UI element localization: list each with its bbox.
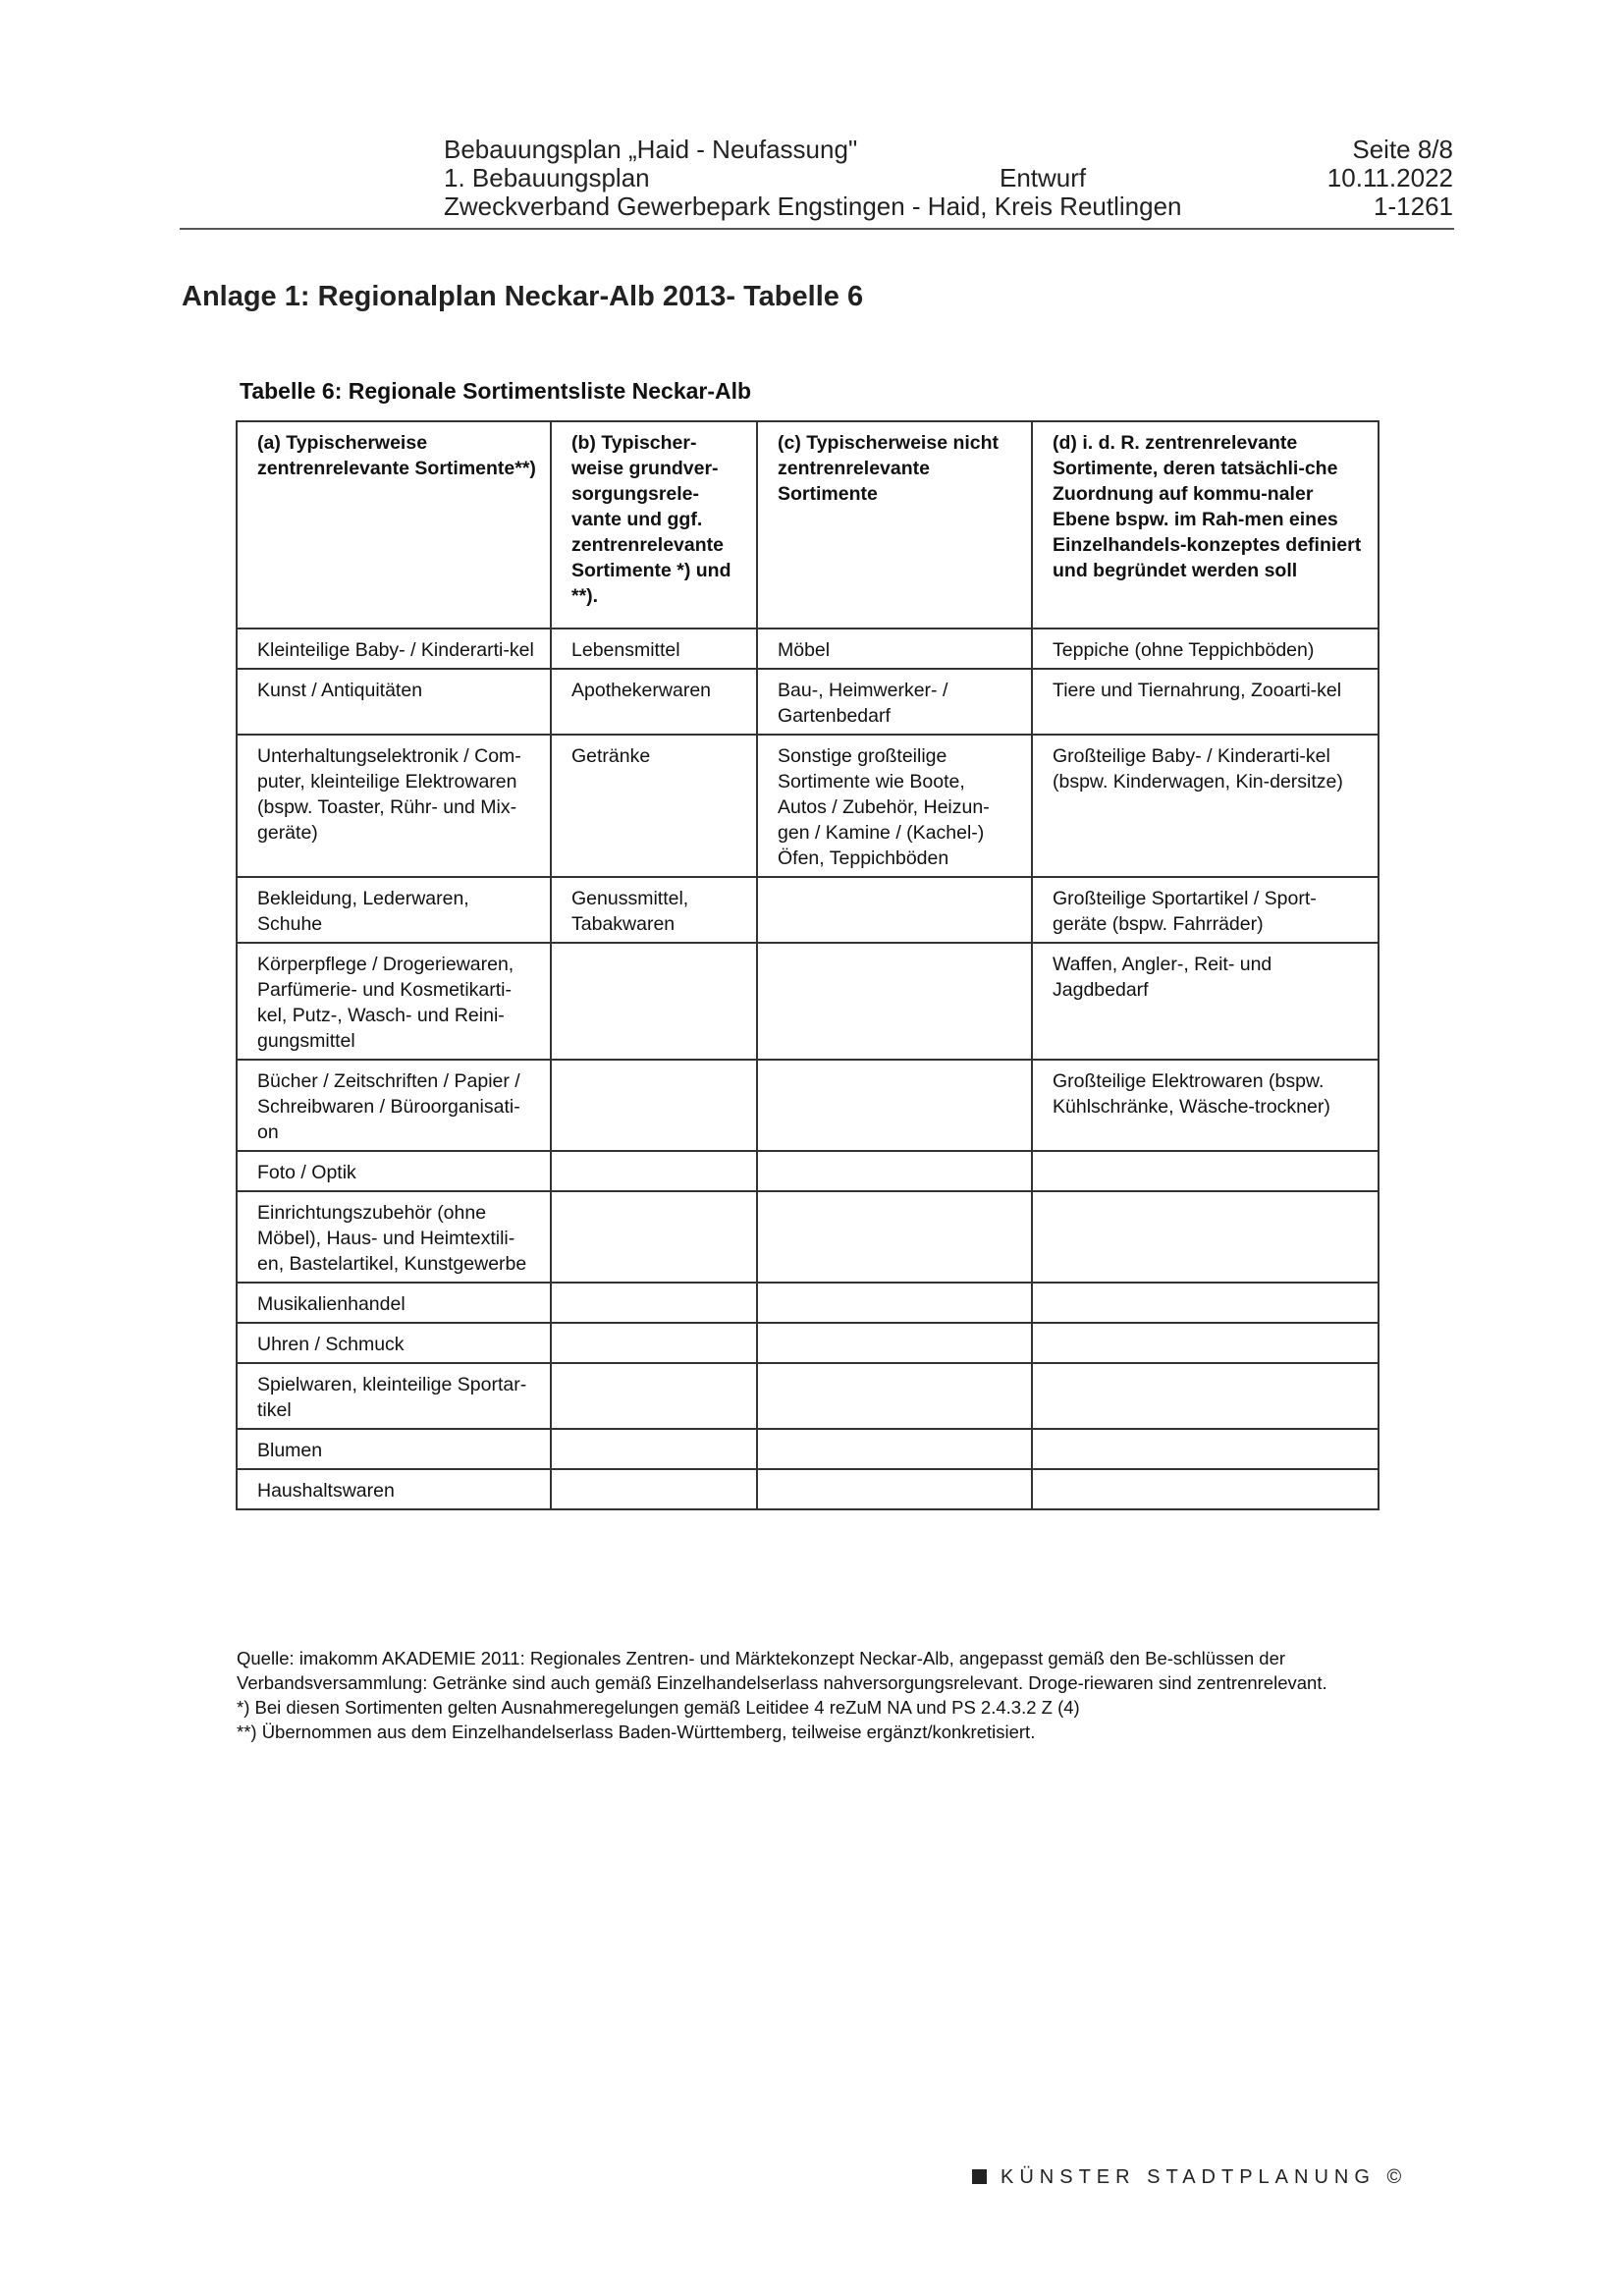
- footnote-single-asterisk: *) Bei diesen Sortimenten gelten Ausnahmeregelungen gemäß Leitidee 4 reZuM NA und PS 2.4.3.2 Z (4): [237, 1697, 1080, 1718]
- table-cell: Foto / Optik: [237, 1151, 551, 1191]
- table-cell: [551, 1429, 757, 1469]
- table-cell: Bekleidung, Lederwaren, Schuhe: [237, 877, 551, 943]
- table-cell: Körperpflege / Drogeriewaren, Parfümerie- und Kosmetikarti-kel, Putz-, Wasch- und Reini-gungsmittel: [237, 943, 551, 1060]
- table-cell: Bau-, Heimwerker- / Gartenbedarf: [757, 669, 1032, 735]
- table-cell: [551, 1363, 757, 1429]
- table-cell: [551, 1323, 757, 1363]
- table-cell: Teppiche (ohne Teppichböden): [1032, 629, 1379, 669]
- table-cell: Getränke: [551, 735, 757, 877]
- brand-square-icon: [972, 2169, 987, 2184]
- table-cell: [551, 1151, 757, 1191]
- table-row: [237, 629, 1379, 669]
- table-cell: Einrichtungszubehör (ohne Möbel), Haus- und Heimtextili-en, Bastelartikel, Kunstgewerbe: [237, 1191, 551, 1283]
- table-cell: [1032, 1191, 1379, 1283]
- table-notes: [237, 1646, 1378, 1744]
- table-cell: Möbel: [757, 629, 1032, 669]
- document-header: [444, 136, 1229, 221]
- table-cell: [1032, 1283, 1379, 1323]
- table-cell: [551, 1191, 757, 1283]
- header-date: 10.11.2022: [1326, 163, 1453, 192]
- table-row: [237, 1060, 1379, 1151]
- table-cell: Sonstige großteilige Sortimente wie Boote, Autos / Zubehör, Heizun-gen / Kamine / (Kachel-) Öfen, Teppichböden: [757, 735, 1032, 877]
- table-row: [237, 877, 1379, 943]
- table-cell: Spielwaren, kleinteilige Sportar-tikel: [237, 1363, 551, 1429]
- table-cell: [1032, 1469, 1379, 1509]
- header-number: 1-1261: [1374, 191, 1453, 221]
- header-status: Entwurf: [1000, 163, 1087, 192]
- table-cell: [757, 1283, 1032, 1323]
- table-header-row: [237, 421, 1379, 629]
- table-cell: Apothekerwaren: [551, 669, 757, 735]
- column-header-a: (a) Typischerweise zentrenrelevante Sortimente**): [237, 421, 551, 629]
- table-cell: [551, 1469, 757, 1509]
- table-cell: [757, 1191, 1032, 1283]
- table-cell: [757, 1060, 1032, 1151]
- table-cell: [551, 943, 757, 1060]
- table-cell: [551, 1060, 757, 1151]
- table-cell: Unterhaltungselektronik / Com-puter, kleinteilige Elektrowaren (bspw. Toaster, Rühr- und Mix-geräte): [237, 735, 551, 877]
- table-cell: Großteilige Sportartikel / Sport-geräte (bspw. Fahrräder): [1032, 877, 1379, 943]
- table-row: [237, 1323, 1379, 1363]
- column-header-d: (d) i. d. R. zentrenrelevante Sortimente, deren tatsächli-che Zuordnung auf kommu-naler Ebene bspw. im Rah-men eines Einzelhandels-konzeptes definiert und begründet werden soll: [1032, 421, 1379, 629]
- table-cell: Haushaltswaren: [237, 1469, 551, 1509]
- table-caption: Tabelle 6: Regionale Sortimentsliste Neckar-Alb: [240, 378, 752, 404]
- source-note: Quelle: imakomm AKADEMIE 2011: Regionales Zentren- und Märktekonzept Neckar-Alb, angepasst gemäß den Be-schlüssen der Verbandsversammlung: Getränke sind auch gemäß Einzelhandelserlass nahversorgungsrelevant. Droge-riewaren sind zentrenrelevant.: [237, 1648, 1327, 1693]
- table-cell: Uhren / Schmuck: [237, 1323, 551, 1363]
- table-cell: [1032, 1323, 1379, 1363]
- table-row: [237, 1429, 1379, 1469]
- table-cell: [757, 943, 1032, 1060]
- table-cell: [757, 1151, 1032, 1191]
- table-cell: [757, 1323, 1032, 1363]
- table-cell: Blumen: [237, 1429, 551, 1469]
- table-cell: Waffen, Angler-, Reit- und Jagdbedarf: [1032, 943, 1379, 1060]
- table-row: [237, 943, 1379, 1060]
- table-row: [237, 1283, 1379, 1323]
- header-page: Seite 8/8: [1352, 135, 1453, 164]
- table-cell: [1032, 1363, 1379, 1429]
- table-cell: Großteilige Baby- / Kinderarti-kel (bspw. Kinderwagen, Kin-dersitze): [1032, 735, 1379, 877]
- footer-text: KÜNSTER STADTPLANUNG ©: [1001, 2166, 1408, 2188]
- table-row: [237, 669, 1379, 735]
- table-cell: Tiere und Tiernahrung, Zooarti-kel: [1032, 669, 1379, 735]
- table-cell: Kleinteilige Baby- / Kinderarti-kel: [237, 629, 551, 669]
- header-divider: [180, 228, 1454, 230]
- column-header-c: (c) Typischerweise nicht zentrenrelevante Sortimente: [757, 421, 1032, 629]
- page-heading: Anlage 1: Regionalplan Neckar-Alb 2013- Tabelle 6: [182, 281, 864, 312]
- table-row: [237, 1469, 1379, 1509]
- header-title: Bebauungsplan „Haid - Neufassung": [444, 135, 858, 164]
- table-row: [237, 1191, 1379, 1283]
- header-authority: Zweckverband Gewerbepark Engstingen - Haid, Kreis Reutlingen: [444, 191, 1182, 221]
- document-header-meta: [1276, 136, 1453, 221]
- table-row: [237, 1151, 1379, 1191]
- table-cell: [551, 1283, 757, 1323]
- header-plan-type: 1. Bebauungsplan: [444, 163, 650, 192]
- table-cell: [1032, 1151, 1379, 1191]
- table-cell: Musikalienhandel: [237, 1283, 551, 1323]
- table-cell: [757, 1363, 1032, 1429]
- sortiment-table: [236, 420, 1380, 1510]
- table-cell: Bücher / Zeitschriften / Papier / Schreibwaren / Büroorganisati-on: [237, 1060, 551, 1151]
- table-cell: [757, 1429, 1032, 1469]
- table-cell: [1032, 1429, 1379, 1469]
- footer-brand: [972, 2166, 1407, 2189]
- table-cell: Großteilige Elektrowaren (bspw. Kühlschränke, Wäsche-trockner): [1032, 1060, 1379, 1151]
- table-row: [237, 1363, 1379, 1429]
- table-row: [237, 735, 1379, 877]
- table-cell: [757, 1469, 1032, 1509]
- table-cell: Kunst / Antiquitäten: [237, 669, 551, 735]
- table-cell: Lebensmittel: [551, 629, 757, 669]
- footnote-double-asterisk: **) Übernommen aus dem Einzelhandelserlass Baden-Württemberg, teilweise ergänzt/konkretisiert.: [237, 1722, 1036, 1742]
- table-cell: [757, 877, 1032, 943]
- table-cell: Genussmittel, Tabakwaren: [551, 877, 757, 943]
- column-header-b: (b) Typischer-weise grundver-sorgungsrele-vante und ggf. zentrenrelevante Sortimente *) und **).: [551, 421, 757, 629]
